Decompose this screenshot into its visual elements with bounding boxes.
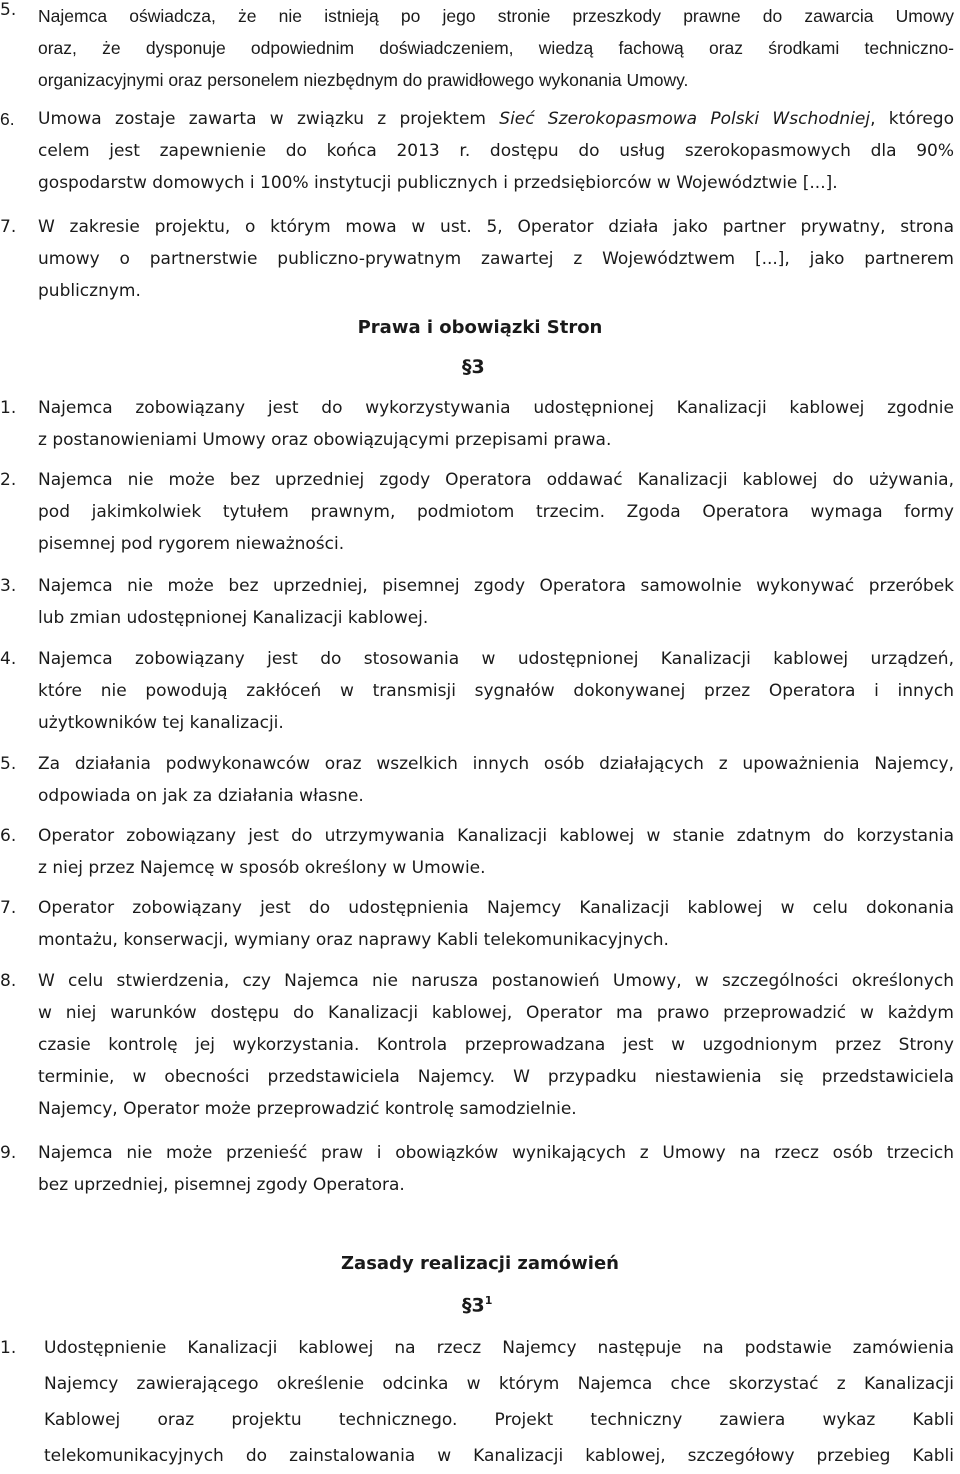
project-name: Sieć Szerokopasmowa Polski Wschodniej [499, 109, 871, 129]
paragraph-top-7 [0, 211, 958, 311]
paragraph-top-6 [0, 103, 958, 203]
list-item-text: Udostępnienie Kanalizacji kablowej na rzecz Najemcy następuje na podstawie zamówienia Najemcy zawierającego określenie odcinka w którym Najemca chce skorzystać z Kanalizacji Kablowej oraz projektu technicznego. Projekt techniczny zawiera wykaz Kabli telekomunikacyjnych do zainstalowania w Kanalizacji kablowej, szczegółowy przebieg Kabli [44, 1338, 954, 1466]
list-item-number: 5. [0, 754, 17, 774]
list-item-number: 9. [0, 1143, 17, 1163]
section-heading-rights: Prawa i obowiązki Stron [357, 317, 603, 338]
list-item-number: 7. [0, 898, 17, 918]
list-item-number: 1. [0, 1338, 17, 1358]
list-item-text: Najemca nie może bez uprzedniej zgody Operatora oddawać Kanalizacji kablowej do używania, pod jakimkolwiek tytułem prawnym, podmiotom trzecim. Zgoda Operatora wymaga formy pisemnej pod rygorem nieważności. [38, 470, 954, 554]
list-item-number: 8. [0, 971, 17, 991]
list-item-text: Najemca nie może bez uprzedniej, pisemnej zgody Operatora samowolnie wykonywać przeróbek lub zmian udostępnionej Kanalizacji kablowej. [38, 576, 954, 628]
list-item-text: Najemca zobowiązany jest do wykorzystywania udostępnionej Kanalizacji kablowej zgodnie z postanowieniami Umowy oraz obowiązującymi przepisami prawa. [38, 398, 954, 450]
paragraph-text: Najemca oświadcza, że nie istnieją po jego stronie przeszkody prawne do zawarcia Umowy oraz, że dysponuje odpowiednim doświadczeniem, wiedzą fachową oraz środkami techniczno- organizacyjnymi oraz personelem niezbędnym do prawidłowego wykonania Umowy. [38, 6, 954, 90]
list-item-text: Najemca nie może przenieść praw i obowiązków wynikających z Umowy na rzecz osób trzecich bez uprzedniej, pisemnej zgody Operatora. [38, 1143, 954, 1195]
section-number: $\S 3^1$ [462, 1294, 493, 1317]
paragraph-text: Umowa zostaje zawarta w związku z projektem Sieć Szerokopasmowa Polski Wschodniej, którego celem jest zapewnienie do końca 2013 r. dostępu do usług szerokopasmowych dla 90% gospodarstw domowych i 100% instytucji publicznych i przedsiębiorców w Województwie [...]. [38, 109, 954, 193]
list-item-number: 1. [0, 398, 17, 418]
paragraph-number: 5. [0, 0, 17, 20]
list-item-number: 2. [0, 470, 17, 490]
section-number: §3 [462, 356, 485, 378]
list-item-text: Operator zobowiązany jest do udostępnienia Najemcy Kanalizacji kablowej w celu dokonania montażu, konserwacji, wymiany oraz naprawy Kabli telekomunikacyjnych. [38, 898, 954, 950]
list-item-number: 6. [0, 826, 17, 846]
list-item-text: Za działania podwykonawców oraz wszelkich innych osób działających z upoważnienia Najemcy, odpowiada on jak za działania własne. [38, 754, 954, 806]
list-item-number: 4. [0, 649, 17, 669]
paragraph-number: 6. [0, 109, 15, 129]
list-item-number: 3. [0, 576, 17, 596]
list-item-text: Operator zobowiązany jest do utrzymywania Kanalizacji kablowej w stanie zdatnym do korzystania z niej przez Najemcę w sposób określony w Umowie. [38, 826, 954, 878]
section-sign: § [462, 1294, 472, 1317]
paragraph-top-5 [0, 0, 958, 100]
paragraph-number: 7. [0, 217, 17, 237]
section-sign: § [462, 356, 472, 378]
list-item-text: W celu stwierdzenia, czy Najemca nie narusza postanowień Umowy, w szczególności określonych w niej warunków dostępu do Kanalizacji kablowej, Operator ma prawo przeprowadzić w każdym czasie kontrolę jej wykorzystania. Kontrola przeprowadzana jest w uzgodnionym przez Strony terminie, w obecności przedstawiciela Najemcy. W przypadku niestawienia się przedstawiciela Najemcy, Operator może przeprowadzić kontrolę samodzielnie. [38, 971, 954, 1119]
paragraph-text: W zakresie projektu, o którym mowa w ust. 5, Operator działa jako partner prywatny, strona umowy o partnerstwie publiczno-prywatnym zawartej z Województwem [...], jako partnerem publicznym. [38, 217, 954, 301]
section-heading-orders: Zasady realizacji zamówień [341, 1253, 619, 1274]
list-item-text: Najemca zobowiązany jest do stosowania w udostępnionej Kanalizacji kablowej urządzeń, które nie powodują zakłóceń w transmisji sygnałów dokonywanej przez Operatora i innych użytkowników tej kanalizacji. [38, 649, 954, 733]
